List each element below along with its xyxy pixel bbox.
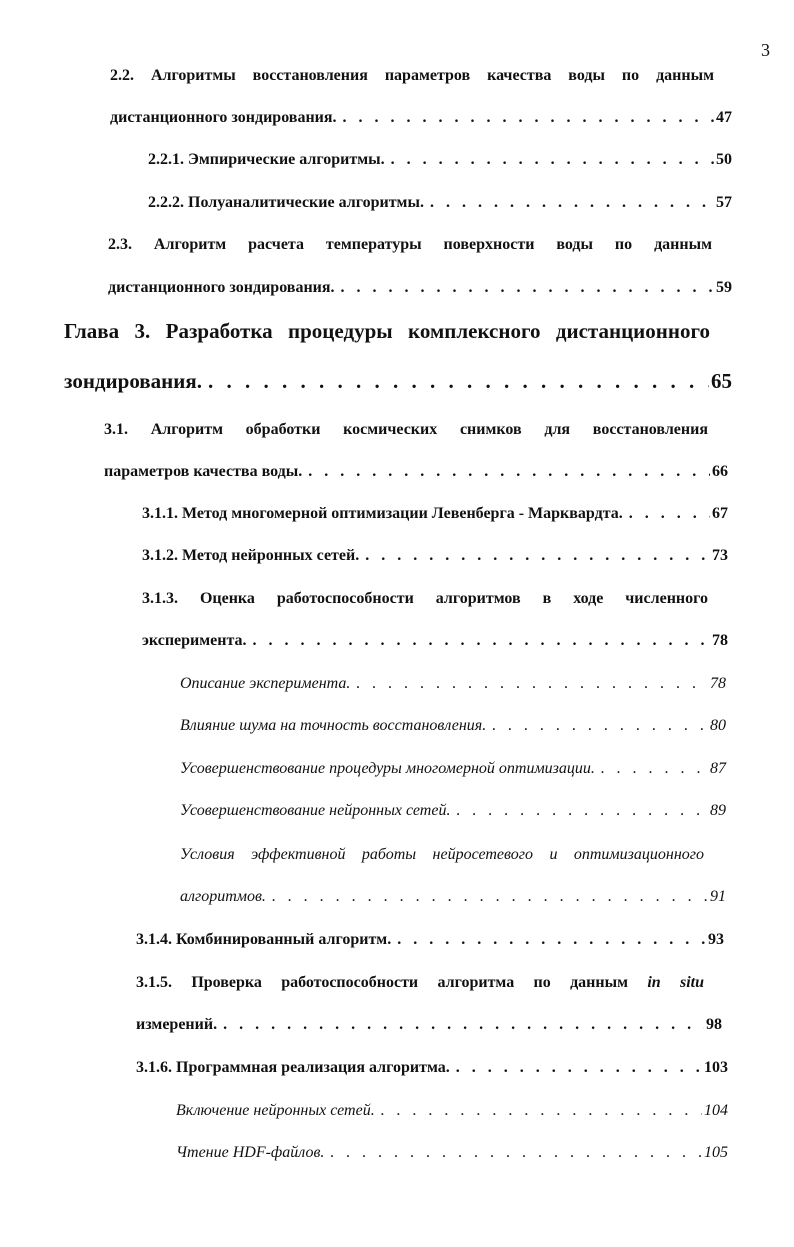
toc-entry-3-1[interactable] [104, 462, 728, 482]
toc-page-number: 78 [712, 632, 728, 649]
toc-entry-title: алгоритмов. [180, 888, 266, 905]
dot-leader [456, 1058, 702, 1078]
toc-page-number: 91 [710, 888, 726, 905]
toc-entry-2-2-2[interactable] [148, 193, 732, 213]
toc-entry-title: дистанционного зондирования. [108, 279, 335, 296]
dot-leader [223, 1015, 704, 1035]
dot-leader [629, 504, 710, 524]
toc-entry-title: 2.2.1. Эмпирические алгоритмы. [148, 151, 385, 168]
toc-subentry-hdf-reading[interactable] [176, 1143, 728, 1163]
dot-leader [601, 759, 708, 779]
toc-entry-title: параметров качества воды. [104, 463, 303, 480]
toc-page-number: 89 [710, 802, 726, 819]
toc-page-number: 87 [710, 760, 726, 777]
toc-entry-title: измерений. [136, 1016, 218, 1033]
toc-page-number: 66 [712, 463, 728, 480]
toc-subentry-neural-improvement[interactable] [180, 801, 726, 821]
toc-subentry-noise-influence[interactable] [180, 716, 726, 736]
toc-page-number: 93 [708, 931, 724, 948]
dot-leader [430, 193, 714, 213]
dot-leader [341, 278, 714, 298]
toc-entry-3-1-5[interactable] [136, 1015, 722, 1035]
toc-chapter-3-line1: Глава 3. Разработка процедуры комплексного дистанционного [64, 319, 710, 343]
toc-entry-title: эксперимента. [142, 632, 247, 649]
dot-leader [391, 150, 714, 170]
toc-page-number: 57 [716, 194, 732, 211]
toc-entry-3-1-2[interactable] [142, 546, 728, 566]
toc-entry-title: дистанционного зондирования. [110, 109, 337, 126]
toc-entry-2-2-1[interactable] [148, 150, 732, 170]
toc-entry-title: Влияние шума на точность восстановления. [180, 717, 487, 734]
dot-leader [330, 1143, 702, 1163]
toc-entry-3-1-3[interactable] [142, 631, 728, 651]
toc-entry-2-3-line1: 2.3. Алгоритм расчета температуры поверхности воды по данным [108, 236, 712, 253]
toc-entry-3-1-line1: 3.1. Алгоритм обработки космических снимков для восстановления [104, 421, 708, 438]
dot-leader [397, 930, 706, 950]
dot-leader [253, 631, 710, 651]
toc-entry-2-2[interactable] [110, 108, 732, 128]
toc-entry-title: Чтение HDF-файлов. [176, 1144, 325, 1161]
toc-entry-3-1-6[interactable] [136, 1058, 728, 1078]
toc-subentry-efficiency-line1: Условия эффективной работы нейросетевого и оптимизационного [180, 846, 704, 863]
toc-subentry-optimization-improvement[interactable] [180, 759, 726, 779]
toc-page-number: 104 [704, 1102, 728, 1119]
toc-chapter-3[interactable] [64, 368, 732, 394]
toc-entry-title: Включение нейронных сетей. [176, 1102, 375, 1119]
dot-leader [365, 546, 710, 566]
dot-leader [272, 887, 708, 907]
toc-page-number: 47 [716, 109, 732, 126]
toc-page-number: 78 [710, 675, 726, 692]
toc-entry-title: 3.1.5. Проверка работоспособности алгоритма по данным [136, 974, 628, 991]
toc-entry-title: Описание эксперимента. [180, 675, 351, 692]
toc-entry-title: Усовершенствование нейронных сетей. [180, 802, 451, 819]
toc-entry-title: 2.2.2. Полуаналитические алгоритмы. [148, 194, 424, 211]
toc-entry-title: 3.1.4. Комбинированный алгоритм. [136, 931, 392, 948]
dot-leader [343, 108, 714, 128]
toc-entry-3-1-4[interactable] [136, 930, 724, 950]
toc-page-number: 103 [704, 1059, 728, 1076]
dot-leader [456, 801, 708, 821]
toc-subentry-experiment-description[interactable] [180, 674, 726, 694]
toc-entry-2-3[interactable] [108, 278, 732, 298]
toc-entry-3-1-3-line1: 3.1.3. Оценка работоспособности алгоритмов в ходе численного [142, 590, 708, 607]
toc-entry-title: зондирования. [64, 369, 202, 393]
toc-entry-title: 3.1.1. Метод многомерной оптимизации Левенберга - Марквардта. [142, 505, 623, 522]
toc-page-number: 105 [704, 1144, 728, 1161]
toc-entry-3-1-1[interactable] [142, 504, 728, 524]
toc-entry-2-2-line1: 2.2. Алгоритмы восстановления параметров качества воды по данным [110, 67, 714, 84]
toc-entry-3-1-5-line1 [136, 973, 704, 993]
toc-page-number: 80 [710, 717, 726, 734]
dot-leader [308, 462, 710, 482]
dot-leader [492, 716, 708, 736]
toc-page-number: 65 [711, 369, 732, 393]
toc-entry-title: Усовершенствование процедуры многомерной оптимизации. [180, 760, 595, 777]
toc-entry-title: 3.1.6. Программная реализация алгоритма. [136, 1059, 450, 1076]
toc-entry-title-italic: in situ [647, 974, 705, 991]
toc-subentry-neural-inclusion[interactable] [176, 1101, 728, 1121]
toc-page-number: 73 [712, 547, 728, 564]
page-number: 3 [761, 40, 770, 60]
toc-page-number: 59 [716, 279, 732, 296]
toc-page-number: 50 [716, 151, 732, 168]
toc-page-number: 98 [706, 1016, 722, 1033]
dot-leader [356, 674, 708, 694]
dot-leader [381, 1101, 702, 1121]
toc-subentry-efficiency[interactable] [180, 887, 726, 907]
toc-page-number: 67 [712, 505, 728, 522]
dot-leader [208, 368, 709, 394]
toc-entry-title: 3.1.2. Метод нейронных сетей. [142, 547, 360, 564]
